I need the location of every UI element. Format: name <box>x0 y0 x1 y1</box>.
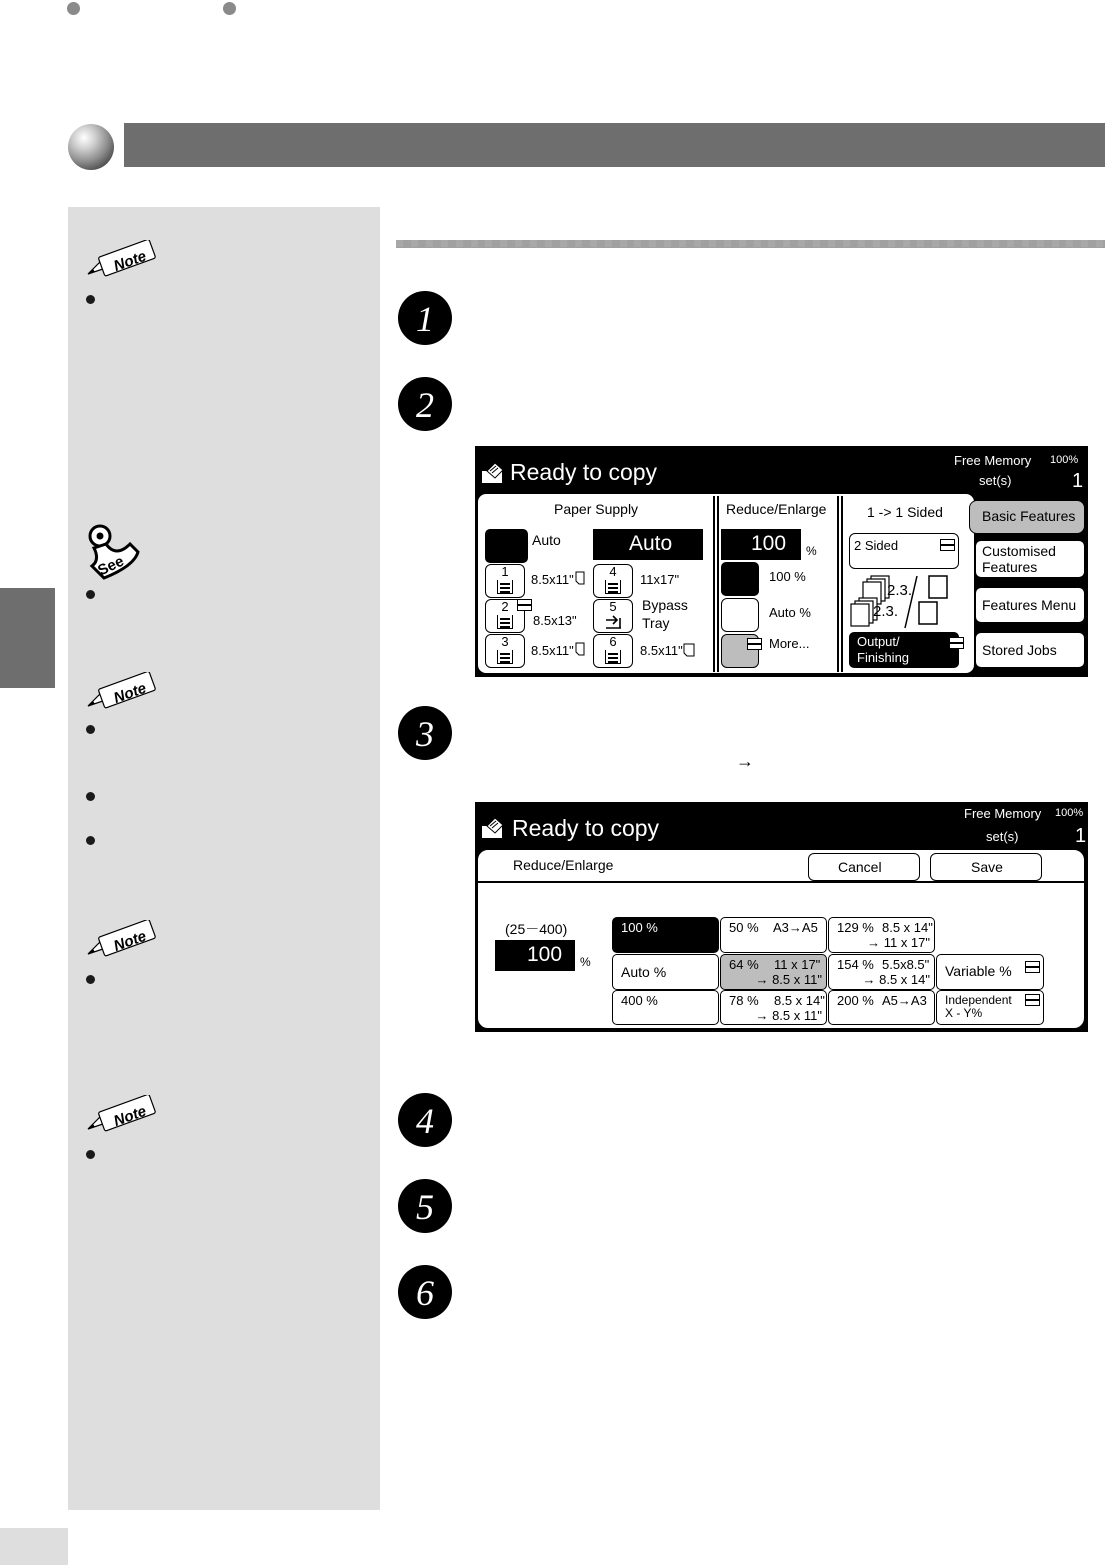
column-separator <box>713 496 715 672</box>
tray-icon <box>605 580 621 594</box>
bypass-arrow-icon <box>605 615 623 630</box>
separator-dot <box>977 240 984 247</box>
separator-dot <box>485 240 492 247</box>
paper-auto-value: Auto <box>629 532 673 555</box>
bypass-label-line1: Bypass <box>642 597 688 613</box>
separator-dot <box>396 240 403 247</box>
reduce-auto-button[interactable] <box>721 598 759 632</box>
tab-stored-jobs[interactable] <box>975 632 1085 668</box>
independent-xy-button[interactable] <box>936 990 1044 1025</box>
preset-200-size: A5→A3 <box>882 993 927 1008</box>
two-sided-label: 2 Sided <box>854 538 899 553</box>
svg-text:Note: Note <box>111 927 149 956</box>
separator-dot <box>411 240 418 247</box>
preset-154-to: → 8.5 x 14" <box>862 972 930 987</box>
paper-auto-button[interactable] <box>485 529 528 563</box>
percent-value-display[interactable] <box>495 940 575 971</box>
preset-154-from: 5.5x8.5" <box>882 957 930 972</box>
two-sided-menu-icon <box>940 539 955 551</box>
preset-64-from: 11 x 17" <box>774 957 821 972</box>
tab-basic-features[interactable] <box>969 500 1085 534</box>
svg-text:5: 5 <box>416 1187 434 1227</box>
preset-64-percent: 64 % <box>729 957 759 972</box>
two-sided-button[interactable] <box>849 533 959 569</box>
separator-dot <box>768 240 775 247</box>
copier-screen-basic <box>475 446 1088 677</box>
output-label-line1: Output/ <box>857 634 900 649</box>
separator-dot <box>858 240 865 247</box>
tray-5-bypass-button[interactable] <box>593 599 633 633</box>
save-button[interactable] <box>930 853 1042 881</box>
tab-features-menu[interactable] <box>975 587 1085 623</box>
separator-dot <box>1081 240 1088 247</box>
chapter-tab <box>0 588 55 688</box>
preset-400-label: 400 % <box>621 993 658 1008</box>
reduce-enlarge-title: Reduce/Enlarge <box>513 857 614 873</box>
preset-64-to: → 8.5 x 11" <box>755 972 822 987</box>
tab-customised-line2: Features <box>982 559 1038 575</box>
tray-4-button[interactable] <box>593 564 633 598</box>
variable-percent-label: Variable % <box>945 963 1012 979</box>
svg-text:Note: Note <box>111 679 149 708</box>
paper-auto-display <box>593 529 703 560</box>
svg-text:3: 3 <box>416 714 434 754</box>
variable-percent-button[interactable] <box>936 954 1044 990</box>
tray-6-size: 8.5x11" <box>640 643 683 658</box>
sets-value: 1 <box>1075 825 1087 847</box>
status-title: Ready to copy <box>512 815 660 841</box>
preset-78-button[interactable] <box>720 990 827 1025</box>
separator-dot <box>545 240 552 247</box>
copier-icon <box>481 462 505 484</box>
step-6-icon <box>398 1265 452 1319</box>
preset-154-percent: 154 % <box>837 957 874 972</box>
separator-dot <box>992 240 999 247</box>
portrait-paper-icon <box>575 642 585 656</box>
save-label: Save <box>971 859 1003 875</box>
independent-label-line1: Independent <box>945 993 1012 1007</box>
reduce-value-display <box>721 529 801 560</box>
separator-dot <box>813 240 820 247</box>
tray-icon <box>497 650 513 664</box>
sets-value: 1 <box>1072 470 1084 492</box>
preset-200-percent: 200 % <box>837 993 874 1008</box>
preset-154-button[interactable] <box>828 954 935 990</box>
separator-dot <box>426 240 433 247</box>
tray-3-button[interactable] <box>485 634 525 668</box>
preset-400-button[interactable] <box>612 990 719 1025</box>
preset-100-label: 100 % <box>621 920 658 935</box>
separator-dot <box>888 240 895 247</box>
note-icon <box>86 240 158 278</box>
tray-number: 6 <box>609 634 617 649</box>
tray-icon <box>605 650 621 664</box>
separator-dot <box>456 240 463 247</box>
collate-text-upper: 2.3. <box>887 582 913 599</box>
header-dot-left <box>67 2 80 15</box>
svg-text:Note: Note <box>111 247 149 276</box>
dotted-separator <box>396 240 1105 248</box>
note-bullet <box>86 975 95 984</box>
separator-dot <box>1096 240 1103 247</box>
free-memory-value: 100% <box>1055 807 1084 819</box>
percent-unit: % <box>580 955 591 969</box>
tray-4-size: 11x17" <box>640 572 680 587</box>
separator-dot <box>843 240 850 247</box>
tray-6-button[interactable] <box>593 634 633 668</box>
step-2-icon <box>398 377 452 431</box>
separator-dot <box>932 240 939 247</box>
step-3-icon <box>398 706 452 760</box>
sets-label: set(s) <box>979 473 1012 488</box>
separator-dot <box>649 240 656 247</box>
preset-129-from: 8.5 x 14" <box>882 920 933 935</box>
landscape-paper-icon <box>683 643 695 657</box>
tray-number: 5 <box>609 599 617 614</box>
note-icon <box>86 1095 158 1133</box>
step3-arrow: → <box>736 751 754 771</box>
separator-dot <box>500 240 507 247</box>
preset-64-button[interactable] <box>720 954 827 990</box>
tray-icon <box>497 615 513 629</box>
separator-dot <box>798 240 805 247</box>
note-bullet <box>86 725 95 734</box>
free-memory-label: Free Memory <box>954 453 1032 468</box>
svg-text:2: 2 <box>416 385 434 425</box>
see-bullet <box>86 590 95 599</box>
free-memory-label: Free Memory <box>964 806 1042 821</box>
page-number-box <box>0 1528 68 1565</box>
svg-text:1: 1 <box>416 299 434 339</box>
tray-number: 4 <box>609 564 617 579</box>
preset-78-to: → 8.5 x 11" <box>755 1008 822 1023</box>
step-1-icon <box>398 291 452 345</box>
svg-text:6: 6 <box>416 1273 434 1313</box>
independent-label-line2: X - Y% <box>945 1006 983 1020</box>
note-bullet <box>86 792 95 801</box>
tray-icon <box>497 580 513 594</box>
separator-dot <box>471 240 478 247</box>
note-bullet <box>86 1150 95 1159</box>
separator-dot <box>515 240 522 247</box>
percent-value: 100 <box>527 943 563 966</box>
preset-78-percent: 78 % <box>729 993 759 1008</box>
separator-dot <box>1022 240 1029 247</box>
preset-129-percent: 129 % <box>837 920 874 935</box>
tray-number: 1 <box>501 564 509 579</box>
output-finishing-button[interactable] <box>849 632 959 668</box>
header-divider <box>478 881 1084 883</box>
note-bullet <box>86 295 95 304</box>
separator-dot <box>903 240 910 247</box>
title-ball-icon <box>68 124 114 170</box>
separator-dot <box>441 240 448 247</box>
svg-text:4: 4 <box>416 1101 434 1141</box>
separator-dot <box>634 240 641 247</box>
tray-number: 2 <box>501 599 509 614</box>
separator-dot <box>694 240 701 247</box>
tray-3-size: 8.5x11" <box>531 643 574 658</box>
preset-auto-label: Auto % <box>621 964 667 980</box>
svg-text:Note: Note <box>111 1102 149 1131</box>
preset-auto-button[interactable] <box>612 954 719 990</box>
preset-50-button[interactable] <box>720 917 827 953</box>
see-icon <box>84 522 144 580</box>
step-5-icon <box>398 1179 452 1233</box>
tray-number: 3 <box>501 634 509 649</box>
note-icon <box>86 920 158 958</box>
sets-label: set(s) <box>986 829 1019 844</box>
separator-dot <box>828 240 835 247</box>
separator-dot <box>560 240 567 247</box>
independent-menu-icon <box>1025 994 1040 1006</box>
step-4-icon <box>398 1093 452 1147</box>
reduce-auto-label: Auto % <box>769 605 811 620</box>
separator-dot <box>1037 240 1044 247</box>
note-icon <box>86 672 158 710</box>
separator-dot <box>962 240 969 247</box>
separator-dot <box>724 240 731 247</box>
separator-dot <box>605 240 612 247</box>
status-title: Ready to copy <box>510 459 658 485</box>
separator-dot <box>947 240 954 247</box>
reduce-unit: % <box>806 544 817 558</box>
copier-screen-reduce-enlarge <box>475 802 1088 1032</box>
reduce-value: 100 <box>751 532 787 555</box>
separator-dot <box>679 240 686 247</box>
free-memory-value: 100% <box>1050 454 1079 466</box>
svg-text:See: See <box>95 552 127 580</box>
preset-129-to: → 11 x 17" <box>867 935 930 950</box>
tray-2-menu-icon <box>517 599 532 611</box>
preset-78-from: 8.5 x 14" <box>774 993 825 1008</box>
bypass-label-line2: Tray <box>642 615 670 631</box>
preset-100-button[interactable] <box>612 917 719 953</box>
separator-dot <box>739 240 746 247</box>
reduce-100-label: 100 % <box>769 569 806 584</box>
separator-dot <box>620 240 627 247</box>
separator-dot <box>590 240 597 247</box>
section-title-bar <box>124 123 1105 167</box>
note-bullet <box>86 836 95 845</box>
portrait-paper-icon <box>575 571 585 585</box>
output-menu-icon <box>949 637 964 649</box>
separator-dot <box>709 240 716 247</box>
header-dot-right <box>223 2 236 15</box>
separator-dot <box>530 240 537 247</box>
tab-customised-features[interactable] <box>975 540 1085 578</box>
separator-dot <box>1052 240 1059 247</box>
preset-50-size: A3→A5 <box>773 920 818 935</box>
range-label: (25－400) <box>505 921 568 937</box>
reduce-enlarge-header: Reduce/Enlarge <box>726 501 827 517</box>
tab-features-menu-label: Features Menu <box>982 597 1077 613</box>
separator-dot <box>873 240 880 247</box>
separator-dot <box>754 240 761 247</box>
separator-dot <box>1066 240 1073 247</box>
tab-customised-line1: Customised <box>982 543 1056 559</box>
tab-stored-jobs-label: Stored Jobs <box>982 642 1057 658</box>
column-separator <box>841 496 843 672</box>
separator-dot <box>1007 240 1014 247</box>
preset-50-percent: 50 % <box>729 920 759 935</box>
paper-auto-label: Auto <box>532 532 561 548</box>
cancel-button[interactable] <box>808 853 920 881</box>
tab-basic-features-label: Basic Features <box>982 508 1076 524</box>
separator-dot <box>664 240 671 247</box>
collate-text-lower: 2.3. <box>873 603 899 620</box>
tray-1-button[interactable] <box>485 564 525 598</box>
cancel-label: Cancel <box>838 859 882 875</box>
tray-2-size: 8.5x13" <box>533 613 577 628</box>
variable-menu-icon <box>1025 961 1040 973</box>
column-separator <box>837 496 839 672</box>
separator-dot <box>575 240 582 247</box>
copier-icon <box>481 817 505 839</box>
reduce-100-button[interactable] <box>721 562 759 596</box>
more-menu-icon <box>747 638 762 650</box>
output-label-line2: Finishing <box>857 650 910 665</box>
separator-dot <box>917 240 924 247</box>
preset-200-button[interactable] <box>828 990 935 1025</box>
preset-129-button[interactable] <box>828 917 935 953</box>
column-separator <box>717 496 719 672</box>
tray-1-size: 8.5x11" <box>531 572 574 587</box>
sided-header: 1 -> 1 Sided <box>867 504 943 520</box>
sidebar-notes <box>68 207 380 1510</box>
reduce-more-label: More... <box>769 636 810 651</box>
separator-dot <box>783 240 790 247</box>
paper-supply-header: Paper Supply <box>554 501 639 517</box>
